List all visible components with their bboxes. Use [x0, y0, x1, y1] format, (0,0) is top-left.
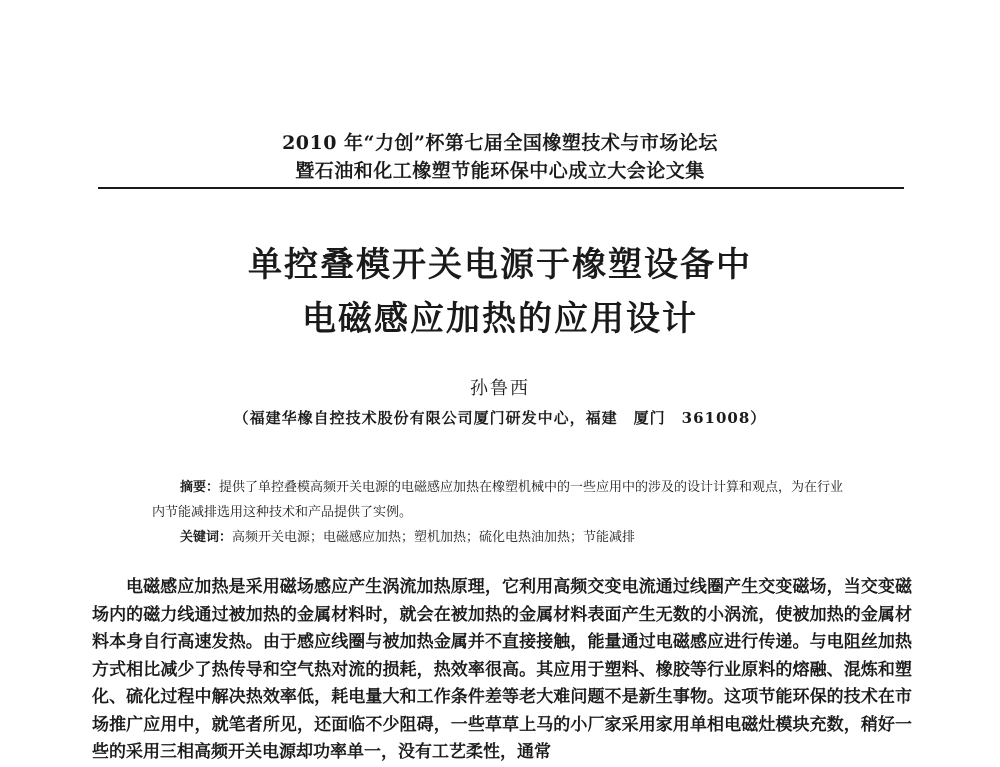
- paper-title-line-1: 单控叠模开关电源于橡塑设备中: [248, 245, 752, 285]
- paper-title-line-2: 电磁感应加热的应用设计: [302, 299, 698, 339]
- keywords-label: 关键词：: [180, 530, 233, 545]
- author-name: 孙鲁西: [470, 378, 530, 399]
- proceedings-header-line-1: 2010 年“力创”杯第七届全国橡塑技术与市场论坛: [282, 132, 718, 154]
- body-text: [92, 574, 912, 767]
- abstract-block: [152, 475, 852, 550]
- abstract-label: 摘要：: [180, 480, 220, 495]
- keywords-paragraph: [152, 525, 852, 550]
- abstract-paragraph: [152, 475, 852, 525]
- header-divider: [98, 187, 904, 189]
- keywords-text: 高频开关电源；电磁感应加热；塑机加热；硫化电热油加热；节能减排: [232, 530, 636, 545]
- body-paragraph: 电磁感应加热是采用磁场感应产生涡流加热原理，它利用高频交变电流通过线圈产生交变磁场，当交变磁场内的磁力线通过被加热的金属材料时，就会在被加热的金属材料表面产生无数的小涡流，使被加热的金属材料本身自行高速发热。由于感应线圈与被加热金属并不直接接触，能量通过电磁感应进行传递。与电阻丝加热方式相比减少了热传导和空气热对流的损耗，热效率很高。其应用于塑料、橡胶等行业原料的熔融、混炼和塑化、硫化过程中解决热效率低，耗电量大和工作条件差等老大难问题不是新生事物。这项节能环保的技术在市场推广应用中，就笔者所见，还面临不少阻碍，一些草草上马的小厂家采用家用单相电磁灶模块充数，稍好一些的采用三相高频开关电源却功率单一，没有工艺柔性，通常: [92, 577, 912, 762]
- abstract-text: 提供了单控叠模高频开关电源的电磁感应加热在橡塑机械中的一些应用中的涉及的设计计算和观点，为在行业内节能减排选用这种技术和产品提供了实例。: [152, 480, 844, 520]
- author-affiliation: （福建华橡自控技术股份有限公司厦门研发中心，福建 厦门 361008）: [233, 409, 767, 427]
- proceedings-header-line-2: 暨石油和化工橡塑节能环保中心成立大会论文集: [295, 160, 705, 182]
